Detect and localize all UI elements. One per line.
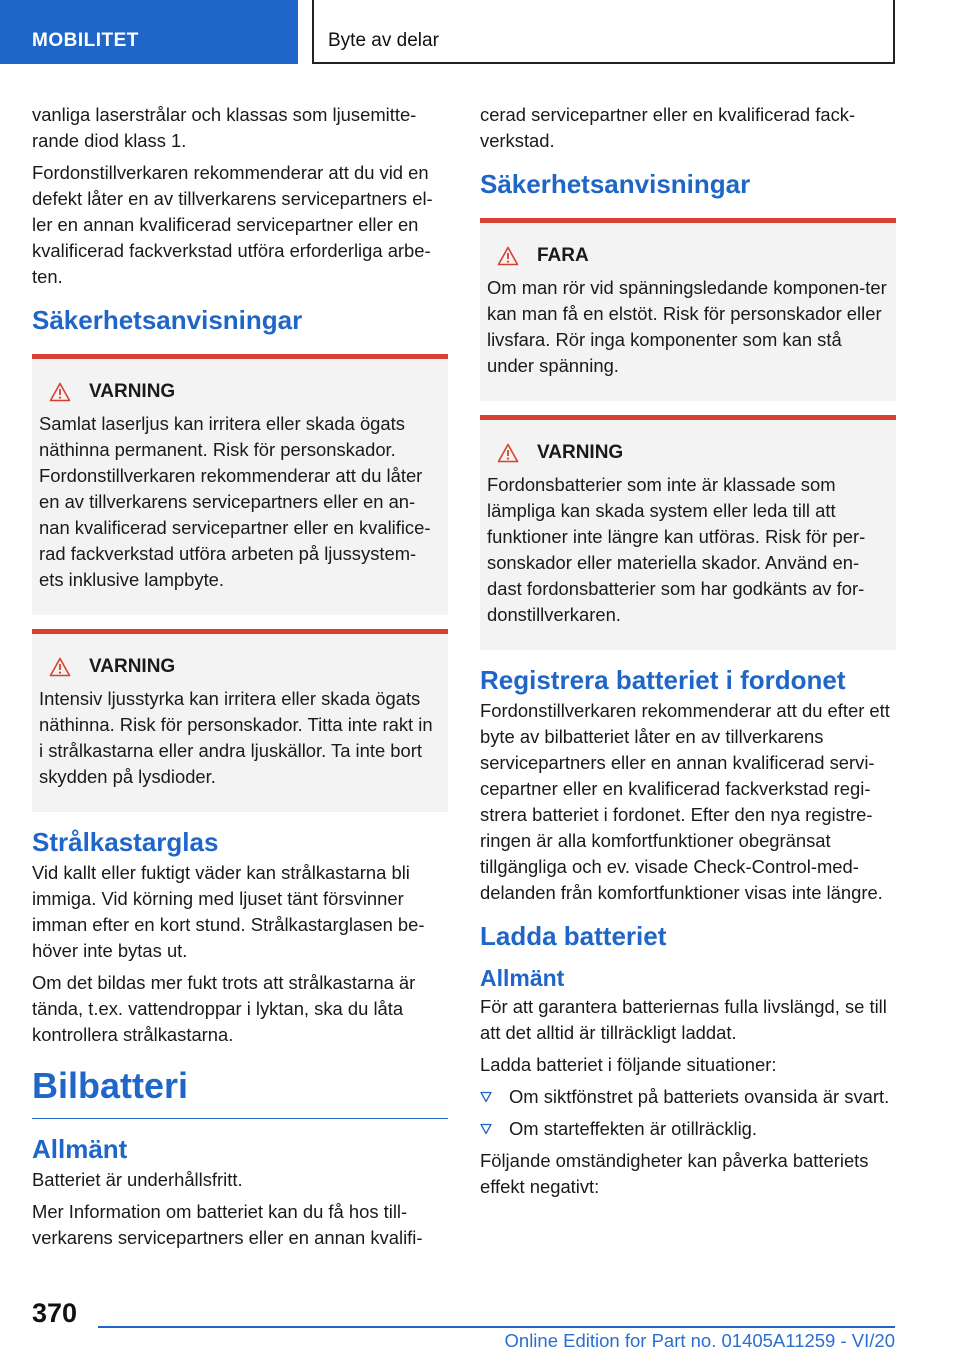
warning-box: [32, 354, 448, 615]
triangle-bullet-icon: [480, 1091, 492, 1103]
page-number: 370: [32, 1298, 78, 1328]
warning-label: FARA: [537, 245, 589, 266]
heading-register-battery: Registrera batteriet i fordonet: [480, 665, 846, 695]
list-item-text: Om siktfönstret på batteriets ovansida är svart.: [509, 1086, 890, 1107]
left-column: [32, 102, 448, 1257]
heading-charge-battery: Ladda batteriet: [480, 921, 667, 951]
warning-box: [480, 415, 896, 650]
warning-title: [487, 440, 888, 466]
list-item-text: Om starteffekten är otillräcklig.: [509, 1118, 758, 1139]
paragraph: Fordonstillverkaren rekommenderar att du efter ett byte av bilbatteriet låter en av tillverkarens servicepartners eller en annan kvalificerad servi-cepartner eller en kvalificerad fackverkstad regi-strera batteriet i fordonet. Efter den nya registre-ringen är alla komfortfunktioner obegränsat tillgängliga och ev. visade Check-Control-med-delanden från komfortfunktioner visas inte längre.: [480, 700, 890, 903]
footer-divider: [98, 1326, 895, 1328]
list-item: [480, 1084, 896, 1110]
warning-title: [487, 243, 888, 269]
paragraph: För att garantera batteriernas fulla livslängd, se till att det alltid är tillräckligt laddat.: [480, 996, 887, 1043]
paragraph: Vid kallt eller fuktigt väder kan strålkastarna bli immiga. Vid körning med ljuset tänt försvinner imman efter en kort stund. Strålkastarglasen be-höver inte bytas ut.: [32, 862, 425, 961]
heading-headlight-glass: Strålkastarglas: [32, 827, 219, 857]
heading-safety: Säkerhetsanvisningar: [32, 305, 303, 335]
warning-text: Samlat laserljus kan irritera eller skada ögats näthinna permanent. Risk för personskador. Fordonstillverkaren rekommenderar att du låter en av tillverkarens servicepartners eller en an-nan kvalificerad servicepartner eller en kvalifice-rad fackverkstad utföra arbeten på ljussystem-ets inklusive lampbyte.: [39, 413, 431, 590]
triangle-bullet-icon: [480, 1123, 492, 1135]
paragraph: cerad servicepartner eller en kvalificerad fack-verkstad.: [480, 104, 856, 151]
warning-text: Fordonsbatterier som inte är klassade som lämpliga kan skada system eller leda till att funktioner inte längre kan utföras. Risk för per-sonskador eller materiella skador. Använd en-dast fordonsbatterier som har godkänts av for-donstillverkaren.: [487, 474, 866, 625]
warning-triangle-icon: [497, 246, 519, 266]
warning-label: VARNING: [537, 442, 624, 463]
warning-box: [32, 629, 448, 812]
paragraph: Ladda batteriet i följande situationer:: [480, 1054, 777, 1075]
warning-text: Intensiv ljusstyrka kan irritera eller skada ögats näthinna. Risk för personskador. Titta inte rakt in i strålkastarna eller andra ljuskällor. Ta inte bort skydden på lysdioder.: [39, 688, 433, 787]
paragraph: Batteriet är underhållsfritt.: [32, 1169, 243, 1190]
warning-title: [39, 654, 440, 680]
danger-box: [480, 218, 896, 401]
heading-general: Allmänt: [480, 965, 565, 991]
paragraph: Om det bildas mer fukt trots att strålkastarna är tända, t.ex. vattendroppar i lyktan, ska du låta kontrollera strålkastarna.: [32, 972, 416, 1045]
header-section-tab: MOBILITET: [0, 0, 298, 64]
paragraph: vanliga laserstrålar och klassas som ljusemitte-rande diod klass 1.: [32, 104, 417, 151]
list-item: [480, 1116, 896, 1142]
warning-triangle-icon: [497, 443, 519, 463]
bullet-list: [480, 1084, 896, 1142]
warning-text: Om man rör vid spänningsledande komponen-ter kan man få en elstöt. Risk för personskador eller livsfara. Rör inga komponenter som kan stå under spänning.: [487, 277, 887, 376]
paragraph: Följande omständigheter kan påverka batteriets effekt negativt:: [480, 1150, 869, 1197]
heading-battery: Bilbatteri: [32, 1064, 448, 1119]
paragraph: Fordonstillverkaren rekommenderar att du vid en defekt låter en av tillverkarens servicepartners el-ler en annan kvalificerad servicepartner eller en kvalificerad fackverkstad utföra erforderliga arbe-ten.: [32, 162, 433, 287]
warning-label: VARNING: [89, 381, 176, 402]
warning-title: [39, 379, 440, 405]
header-chapter-title: Byte av delar: [312, 0, 895, 64]
heading-safety: Säkerhetsanvisningar: [480, 169, 751, 199]
paragraph: Mer Information om batteriet kan du få hos till-verkarens servicepartners eller en annan kvalifi-: [32, 1201, 423, 1248]
heading-general: Allmänt: [32, 1134, 128, 1164]
warning-triangle-icon: [49, 657, 71, 677]
right-column: [480, 102, 896, 1206]
warning-label: VARNING: [89, 656, 176, 677]
footer-edition-link[interactable]: Online Edition for Part no. 01405A11259 - VI/20: [504, 1330, 895, 1351]
warning-triangle-icon: [49, 382, 71, 402]
